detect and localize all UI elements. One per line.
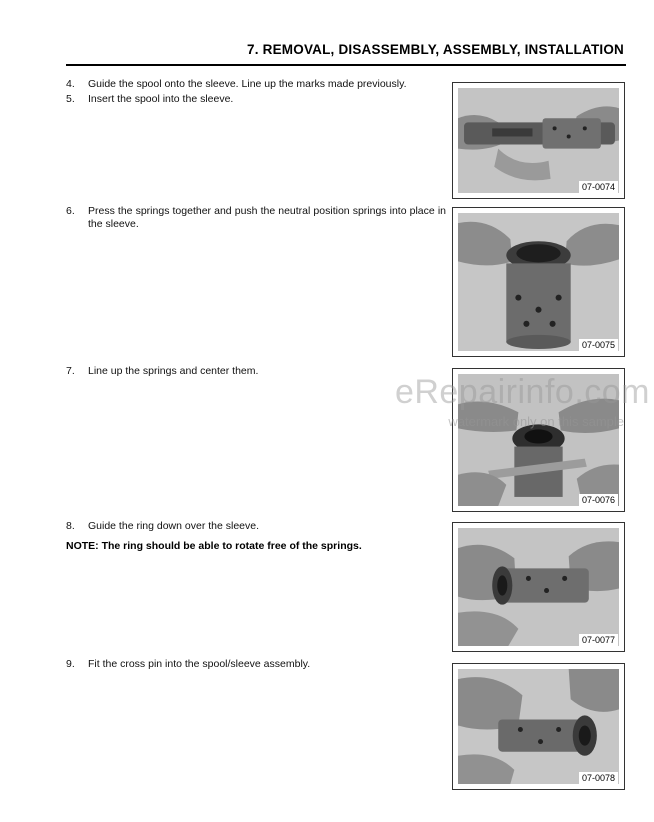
figure-code: 07-0076 (579, 494, 618, 506)
step-text: Guide the spool onto the sleeve. Line up the marks made previously. (88, 78, 407, 90)
step-text: Insert the spool into the sleeve. (88, 93, 234, 105)
photo-spool-into-sleeve (458, 88, 619, 193)
figure-07-0074 (452, 82, 625, 199)
figure-code: 07-0075 (579, 339, 618, 351)
step-text: Line up the springs and center them. (88, 365, 259, 377)
page-title: 7. REMOVAL, DISASSEMBLY, ASSEMBLY, INSTALLATION (247, 42, 624, 57)
step-number: 9. (66, 658, 75, 670)
step-number: 7. (66, 365, 75, 377)
photo-press-springs (458, 213, 619, 351)
step-4 (66, 78, 407, 91)
step-text: Fit the cross pin into the spool/sleeve assembly. (88, 658, 311, 670)
step-5 (66, 93, 233, 106)
note: NOTE: The ring should be able to rotate free of the springs. (66, 540, 362, 552)
step-9 (66, 658, 310, 671)
step-number: 8. (66, 520, 75, 532)
step-6 (66, 205, 446, 231)
step-number: 4. (66, 78, 75, 90)
step-number: 5. (66, 93, 75, 105)
figure-code: 07-0078 (579, 772, 618, 784)
photo-fit-cross-pin (458, 669, 619, 784)
step-7 (66, 365, 258, 378)
watermark-subtext: watermark only on this sample (448, 414, 624, 429)
header-rule (66, 64, 626, 66)
step-text: Guide the ring down over the sleeve. (88, 520, 260, 532)
figure-code: 07-0074 (579, 181, 618, 193)
step-8 (66, 520, 259, 533)
figure-07-0078 (452, 663, 625, 790)
watermark-brand: eRepairinfo.com (394, 373, 650, 411)
figure-07-0075 (452, 207, 625, 357)
figure-07-0077 (452, 522, 625, 652)
figure-code: 07-0077 (579, 634, 618, 646)
photo-ring-over-sleeve (458, 528, 619, 646)
step-text: Press the springs together and push the neutral position springs into place in the sleeve. (88, 205, 446, 230)
watermark (370, 372, 650, 429)
step-number: 6. (66, 205, 75, 217)
